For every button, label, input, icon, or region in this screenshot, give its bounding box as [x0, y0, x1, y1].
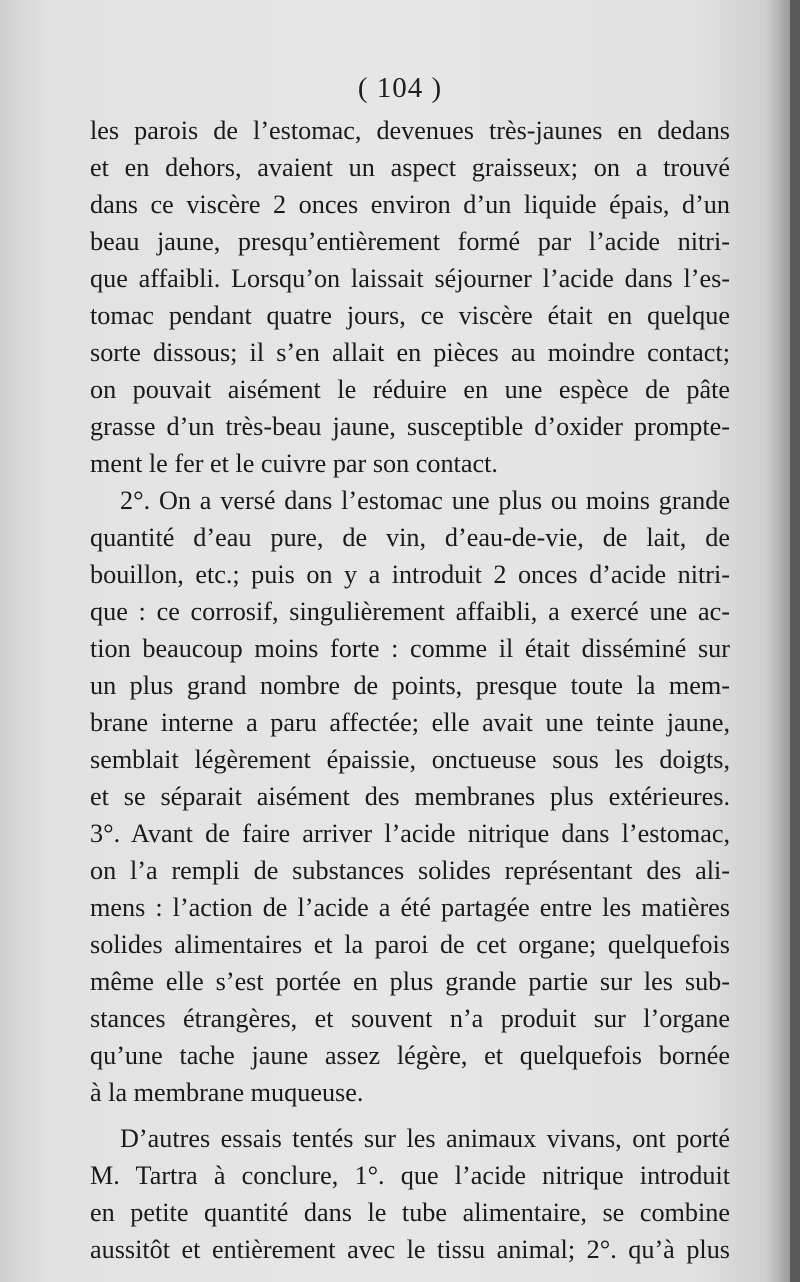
text-line: quantité d’eau pure, de vin, d’eau-de-vie, de lait, de [90, 523, 730, 552]
text-line: ment le fer et le cuivre par son contact. [90, 449, 498, 478]
text-line: D’autres essais tentés sur les animaux vivans, ont porté [120, 1124, 730, 1153]
text-line: 2°. On a versé dans l’estomac une plus ou moins grande [120, 486, 730, 515]
page-number: ( 104 ) [357, 72, 443, 104]
text-line: que affaibli. Lorsqu’on laissait séjourner l’acide dans l’es- [90, 264, 730, 293]
text-line: grasse d’un très-beau jaune, susceptible d’oxider prompte- [90, 412, 730, 441]
body-text [90, 112, 730, 1268]
text-line: et se séparait aisément des membranes plus extérieures. [90, 782, 730, 811]
text-line: 3°. Avant de faire arriver l’acide nitrique dans l’estomac, [90, 819, 730, 848]
text-line: aussitôt et entièrement avec le tissu animal; 2°. qu’à plus [90, 1235, 730, 1264]
text-line: un plus grand nombre de points, presque toute la mem- [90, 671, 730, 700]
text-line: à la membrane muqueuse. [90, 1078, 364, 1107]
text-line: on l’a rempli de substances solides représentant des ali- [90, 856, 730, 885]
text-line: que : ce corrosif, singulièrement affaibli, a exercé une ac- [90, 597, 730, 626]
text-line: tion beaucoup moins forte : comme il était disséminé sur [90, 634, 730, 663]
paragraph-4 [90, 1120, 730, 1268]
text-line: brane interne a paru affectée; elle avait une teinte jaune, [90, 708, 730, 737]
text-line: tomac pendant quatre jours, ce viscère était en quelque [90, 301, 730, 330]
text-line: solides alimentaires et la paroi de cet organe; quelquefois [90, 930, 730, 959]
paragraph-3 [90, 815, 730, 1111]
text-line: M. Tartra à conclure, 1°. que l’acide nitrique introduit [90, 1161, 730, 1190]
text-line: les parois de l’estomac, devenues très-jaunes en dedans [90, 116, 730, 145]
text-line: dans ce viscère 2 onces environ d’un liquide épais, d’un [90, 190, 730, 219]
paragraph-spacer [90, 1111, 730, 1120]
text-line: bouillon, etc.; puis on y a introduit 2 onces d’acide nitri- [90, 560, 730, 589]
text-line: en petite quantité dans le tube alimentaire, se combine [90, 1198, 730, 1227]
paragraph-2 [90, 482, 730, 815]
text-line: semblait légèrement épaissie, onctueuse sous les doigts, [90, 745, 730, 774]
paragraph-1 [90, 112, 730, 482]
text-line: et en dehors, avaient un aspect graisseux; on a trouvé [90, 153, 730, 182]
text-line: sorte dissous; il s’en allait en pièces au moindre contact; [90, 338, 730, 367]
text-line: beau jaune, presqu’entièrement formé par l’acide nitri- [90, 227, 730, 256]
text-line: qu’une tache jaune assez légère, et quelquefois bornée [90, 1041, 730, 1070]
text-line: stances étrangères, et souvent n’a produit sur l’organe [90, 1004, 730, 1033]
text-line: même elle s’est portée en plus grande partie sur les sub- [90, 967, 730, 996]
text-line: on pouvait aisément le réduire en une espèce de pâte [90, 375, 730, 404]
text-line: mens : l’action de l’acide a été partagée entre les matières [90, 893, 730, 922]
